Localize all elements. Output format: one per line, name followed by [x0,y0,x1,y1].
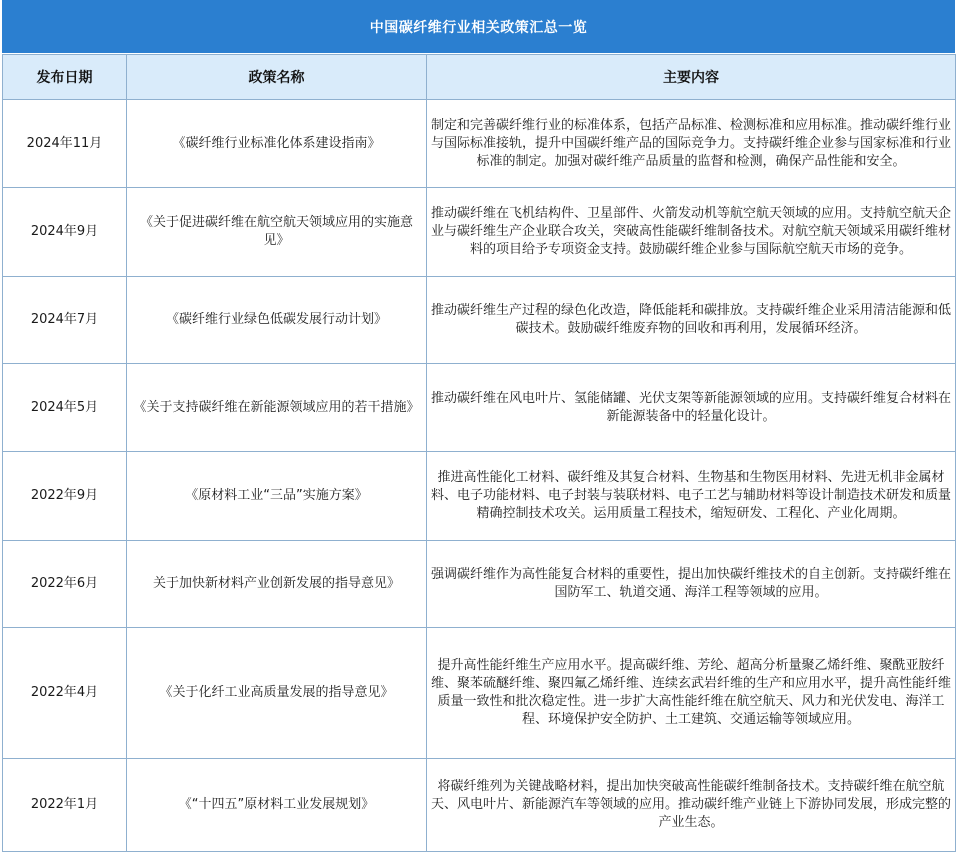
policy-name-cell: 《“十四五”原材料工业发展规划》 [127,759,427,852]
main-content-cell: 推动碳纤维生产过程的绿色化改造，降低能耗和碳排放。支持碳纤维企业采用清洁能源和低碳技术。鼓励碳纤维废弃物的回收和再利用，发展循环经济。 [427,277,956,364]
release-date-cell: 2024年9月 [3,188,127,277]
policy-name-cell: 《碳纤维行业绿色低碳发展行动计划》 [127,277,427,364]
header-row [3,55,956,100]
release-date-cell: 2024年11月 [3,100,127,188]
release-date-cell: 2022年6月 [3,541,127,628]
policy-name-cell: 关于加快新材料产业创新发展的指导意见》 [127,541,427,628]
policy-name-cell: 《关于促进碳纤维在航空航天领域应用的实施意见》 [127,188,427,277]
table-row [3,100,956,188]
policy-table [2,54,956,852]
main-content-cell: 提升高性能纤维生产应用水平。提高碳纤维、芳纶、超高分析量聚乙烯纤维、聚酰亚胺纤维、聚苯硫醚纤维、聚四氟乙烯纤维、连续玄武岩纤维的生产和应用水平，提升高性能纤维质量一致性和批次稳定性。进一步扩大高性能纤维在航空航天、风力和光伏发电、海洋工程、环境保护安全防护、土工建筑、交通运输等领域应用。 [427,628,956,759]
release-date-cell: 2022年1月 [3,759,127,852]
column-header-main-content: 主要内容 [427,55,956,100]
policy-name-cell: 《关于支持碳纤维在新能源领域应用的若干措施》 [127,364,427,452]
table-row [3,541,956,628]
column-header-date: 发布日期 [3,55,127,100]
policy-document [2,0,955,852]
release-date-cell: 2022年9月 [3,452,127,541]
table-row [3,364,956,452]
table-row [3,277,956,364]
policy-name-cell: 《原材料工业“三品”实施方案》 [127,452,427,541]
main-content-cell: 推动碳纤维在风电叶片、氢能储罐、光伏支架等新能源领域的应用。支持碳纤维复合材料在新能源装备中的轻量化设计。 [427,364,956,452]
table-row [3,188,956,277]
main-content-cell: 将碳纤维列为关键战略材料，提出加快突破高性能碳纤维制备技术。支持碳纤维在航空航天、风电叶片、新能源汽车等领域的应用。推动碳纤维产业链上下游协同发展，形成完整的产业生态。 [427,759,956,852]
release-date-cell: 2022年4月 [3,628,127,759]
release-date-cell: 2024年7月 [3,277,127,364]
column-header-policy-name: 政策名称 [127,55,427,100]
release-date-cell: 2024年5月 [3,364,127,452]
policy-name-cell: 《关于化纤工业高质量发展的指导意见》 [127,628,427,759]
main-content-cell: 推动碳纤维在飞机结构件、卫星部件、火箭发动机等航空航天领域的应用。支持航空航天企业与碳纤维生产企业联合攻关，突破高性能碳纤维制备技术。对航空航天领域采用碳纤维材料的项目给予专项资金支持。鼓励碳纤维企业参与国际航空航天市场的竞争。 [427,188,956,277]
policy-name-cell: 《碳纤维行业标准化体系建设指南》 [127,100,427,188]
main-content-cell: 制定和完善碳纤维行业的标准体系，包括产品标准、检测标准和应用标准。推动碳纤维行业与国际标准接轨，提升中国碳纤维产品的国际竞争力。支持碳纤维企业参与国家标准和行业标准的制定。加强对碳纤维产品质量的监督和检测，确保产品性能和安全。 [427,100,956,188]
table-title: 中国碳纤维行业相关政策汇总一览 [2,0,955,54]
main-content-cell: 推进高性能化工材料、碳纤维及其复合材料、生物基和生物医用材料、先进无机非金属材料、电子功能材料、电子封装与装联材料、电子工艺与辅助材料等设计制造技术研发和质量精确控制技术攻关。运用质量工程技术，缩短研发、工程化、产业化周期。 [427,452,956,541]
table-row [3,759,956,852]
table-row [3,628,956,759]
main-content-cell: 强调碳纤维作为高性能复合材料的重要性，提出加快碳纤维技术的自主创新。支持碳纤维在国防军工、轨道交通、海洋工程等领域的应用。 [427,541,956,628]
table-row [3,452,956,541]
